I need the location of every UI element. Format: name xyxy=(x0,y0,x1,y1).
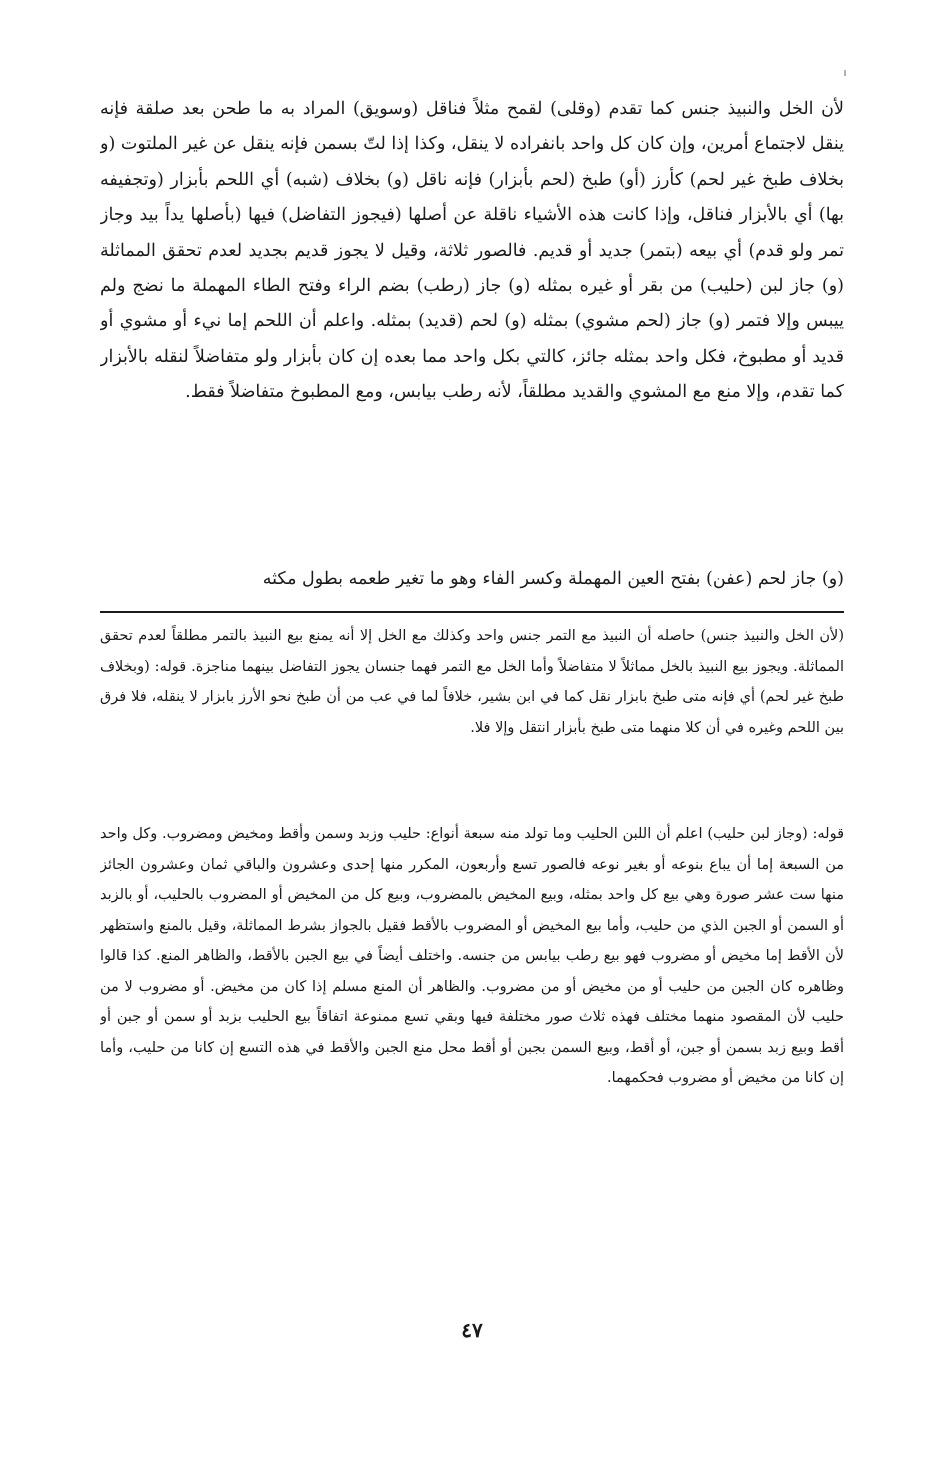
main-paragraph-2: (و) جاز لحم (عفن) بفتح العين المهملة وكسر الفاء وهو ما تغير طعمه بطول مكثه xyxy=(262,569,844,589)
footnote-divider xyxy=(100,611,844,613)
main-text xyxy=(100,92,844,598)
footnote-2: قوله: (وجاز لبن حليب) اعلم أن اللبن الحليب وما تولد منه سبعة أنواع: حليب وزبد وسمن وأقط ومخيض ومضروب. وكل واحد من السبعة إما أن يباع بنوعه أو بغير نوعه فالصور تسع وأربعون، المكرر منها إحدى وعشرون والباقي ثمان وعشرون الجائز منها ست عشر صورة وهي بيع كل واحد بمثله، وبيع المخيض بالمضروب، وبيع كل من المخيض أو المضروب بالحليب، أو بالزبد أو السمن أو الجبن الذي من حليب، وأما بيع المخيض أو المضروب بالأقط فقيل بالجواز بشرط المماثلة، وقيل بالمنع واستظهر لأن الأقط إما مخيض أو مضروب فهو بيع رطب بيابس من جنسه. واختلف أيضاً في بيع الجبن بالأقط، والظاهر المنع. كذا قالوا وظاهره كان الجبن من حليب أو من مخيض أو من مضروب. والظاهر أن المنع مسلم إذا كان من مخيض. أو مضروب لا من حليب لأن المقصود منهما مختلف فهذه ثلاث صور مختلفة فيها وبقي تسع ممنوعة اتفاقاً بيع الحليب بزبد أو سمن أو جبن أو أقط وبيع زبد بسمن أو جبن، أو أقط، وبيع السمن بجبن أو أقط محل منع الجبن والأقط في هذه التسع إن كانا من حليب، وأما إن كانا من مخيض أو مضروب فحكمهما. xyxy=(100,826,844,1086)
page-number: ٤٧ xyxy=(461,1318,483,1342)
corner-mark xyxy=(844,70,846,76)
footnotes-area xyxy=(100,621,844,1279)
footnote-1: (لأن الخل والنبيذ جنس) حاصله أن النبيذ مع التمر جنس واحد وكذلك مع الخل إلا أنه يمنع بيع النبيذ بالتمر مطلقاً لعدم تحقق المماثلة. ويجوز بيع النبيذ بالخل مماثلاً لا متفاضلاً وأما الخل مع التمر فهما جنسان يجوز التفاضل بينهما مناجزة. قوله: (وبخلاف طبخ غير لحم) أي فإنه متى طبخ بابزار نقل كما في ابن بشير، خلافاً لما في عب من أن طبخ نحو الأرز بابزار لا ينقله، فلا فرق بين اللحم وغيره في أن كلا منهما متى طبخ بأبزار انتقل وإلا فلا. xyxy=(100,628,844,736)
main-text-area xyxy=(100,92,844,598)
main-paragraph-1: لأن الخل والنبيذ جنس كما تقدم (وقلى) لقمح مثلاً فناقل (وسويق) المراد به ما طحن بعد صلقة فإنه ينقل لاجتماع أمرين، وإن كان كل واحد بانفراده لا ينقل، وكذا إذا لتّ بسمن فإنه ينقل عن غير الملتوت (و بخلاف طبخ غير لحم) كأرز (أو) طبخ (لحم بأبزار) فإنه ناقل (و) بخلاف (شبه) أي اللحم بأبزار (وتجفيفه بها) أي بالأبزار فناقل، وإذا كانت هذه الأشياء ناقلة عن أصلها (فيجوز التفاضل) فيها (بأصلها يداً بيد وجاز تمر ولو قدم) أي بيعه (بتمر) جديد أو قديم. فالصور ثلاثة، وقيل لا يجوز قديم بجديد لعدم تحقق المماثلة (و) جاز لبن (حليب) من بقر أو غيره بمثله (و) جاز (رطب) بضم الراء وفتح الطاء المهملة ما نضج ولم ييبس وإلا فتمر (و) جاز (لحم مشوي) بمثله (و) لحم (قديد) بمثله. واعلم أن اللحم إما نيء أو مشوي أو قديد أو مطبوخ، فكل واحد بمثله جائز، كالتي بكل واحد مما بعده إن كان بأبزار ولو متفاضلاً لنقله بالأبزار كما تقدم، وإلا منع مع المشوي والقديد مطلقاً، لأنه رطب بيابس، ومع المطبوخ متفاضلاً فقط. xyxy=(100,99,844,403)
